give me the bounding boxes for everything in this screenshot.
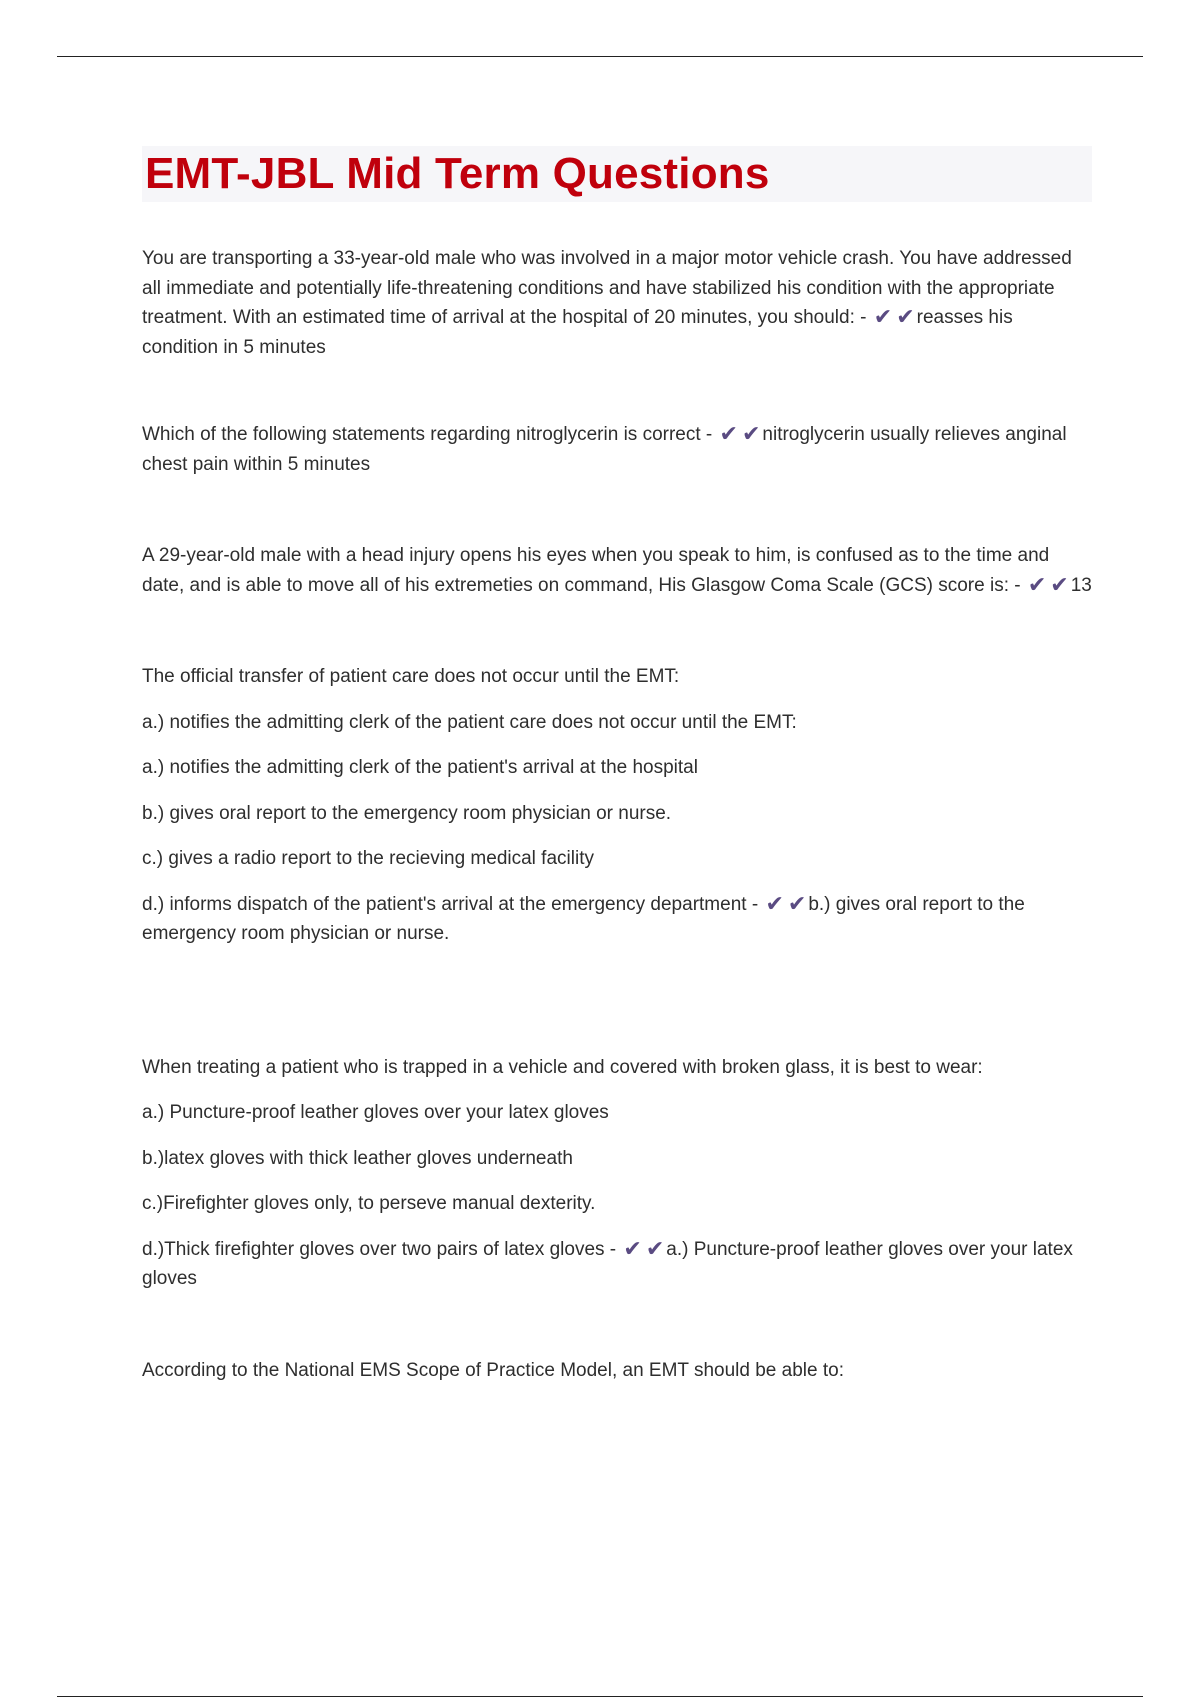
qa-item-3 — [142, 541, 1092, 600]
check-icon: ✔ — [1027, 571, 1047, 597]
question-text: The official transfer of patient care does not occur until the EMT: — [142, 666, 680, 687]
option-text: d.) informs dispatch of the patient's arrival at the emergency department - — [142, 893, 759, 915]
option-text: a.) notifies the admitting clerk of the patient's arrival at the hospital — [142, 757, 698, 778]
qa-item-4 — [142, 662, 1092, 949]
option-text: b.)latex gloves with thick leather gloves underneath — [142, 1147, 573, 1169]
check-icon: ✔ — [741, 421, 761, 446]
top-rule — [57, 56, 1143, 57]
check-icon: ✔ — [645, 1235, 665, 1261]
option-text: a.) notifies the admitting clerk of the patient care does not occur until the EMT: — [142, 711, 797, 733]
check-icon: ✔ — [765, 890, 784, 916]
check-icon: ✔ — [896, 304, 915, 329]
last-option-with-answer — [142, 890, 1092, 949]
question-text: A 29-year-old male with a head injury opens his eyes when you speak to him, is confused as to the time and date, and is able to move all of his extremeties on command, His Glasgow Coma Scale (GCS) score is: - — [142, 545, 1050, 596]
bottom-rule — [57, 1696, 1143, 1697]
question-list — [142, 244, 1092, 1385]
answer-text: 13 — [1070, 574, 1092, 596]
title-band — [142, 146, 1092, 202]
qa-item-6 — [142, 1356, 1092, 1386]
last-option-with-answer — [142, 1235, 1092, 1294]
option-text: a.) Puncture-proof leather gloves over your latex gloves — [142, 1102, 609, 1123]
answer-text: reasses his condition in 5 minutes — [142, 307, 1013, 358]
option-text: b.) gives oral report to the emergency room physician or nurse. — [142, 802, 672, 824]
document-page — [142, 146, 1092, 1385]
answer-text: a.) Puncture-proof leather gloves over your latex gloves — [142, 1238, 1073, 1289]
check-icon: ✔ — [623, 1235, 642, 1261]
option-text: c.)Firefighter gloves only, to perseve manual dexterity. — [142, 1193, 596, 1214]
answer-text: nitroglycerin usually relieves anginal chest pain within 5 minutes — [142, 424, 1067, 475]
option-text: c.) gives a radio report to the recieving medical facility — [142, 848, 594, 869]
page-title: EMT-JBL Mid Term Questions — [145, 149, 770, 198]
qa-item-5 — [142, 1053, 1092, 1294]
question-text: When treating a patient who is trapped in a vehicle and covered with broken glass, it is best to wear: — [142, 1056, 983, 1078]
question-text: Which of the following statements regarding nitroglycerin is correct - — [142, 424, 713, 445]
qa-item-2 — [142, 420, 1092, 479]
check-icon: ✔ — [1050, 571, 1069, 597]
option-text: d.)Thick firefighter gloves over two pairs of latex gloves - — [142, 1238, 617, 1260]
check-icon: ✔ — [719, 421, 738, 446]
question-text: You are transporting a 33-year-old male who was involved in a major motor vehicle crash. You have addressed all immediate and potentially life-threatening conditions and have stabilized his condition with the appropriate treatment. With an estimated time of arrival at the hospital of 20 minutes, you should: - — [142, 248, 1072, 328]
check-icon: ✔ — [787, 890, 807, 916]
answer-text: b.) gives oral report to the emergency room physician or nurse. — [142, 893, 1025, 944]
qa-item-1 — [142, 244, 1092, 362]
question-text: According to the National EMS Scope of Practice Model, an EMT should be able to: — [142, 1359, 844, 1381]
check-icon: ✔ — [873, 304, 893, 329]
